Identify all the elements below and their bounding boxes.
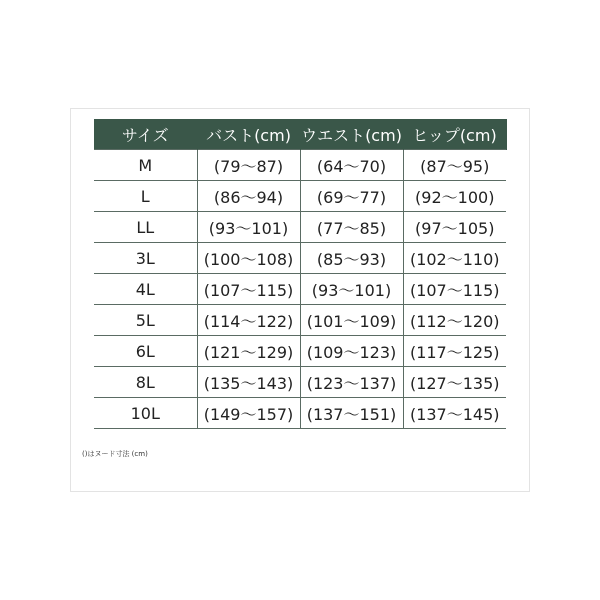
size-chart-table	[94, 119, 507, 429]
cell-hip: (92～100)	[403, 181, 506, 212]
cell-waist: (101～109)	[300, 305, 403, 336]
cell-waist: (123～137)	[300, 367, 403, 398]
cell-waist: (64～70)	[300, 150, 403, 181]
table-row	[94, 243, 506, 274]
header-waist: ウエスト(cm)	[300, 119, 403, 150]
measurement-note: ()はヌード寸法 (cm)	[82, 450, 148, 458]
cell-waist: (109～123)	[300, 336, 403, 367]
cell-size: 5L	[94, 305, 197, 336]
header-bust: バスト(cm)	[197, 119, 300, 150]
cell-hip: (112～120)	[403, 305, 506, 336]
table-row	[94, 398, 506, 429]
table-row	[94, 212, 506, 243]
cell-bust: (107～115)	[197, 274, 300, 305]
cell-bust: (149～157)	[197, 398, 300, 429]
header-size: サイズ	[94, 119, 197, 150]
cell-bust: (86～94)	[197, 181, 300, 212]
cell-hip: (87～95)	[403, 150, 506, 181]
cell-hip: (137～145)	[403, 398, 506, 429]
cell-hip: (107～115)	[403, 274, 506, 305]
cell-waist: (85～93)	[300, 243, 403, 274]
cell-size: 6L	[94, 336, 197, 367]
cell-waist: (137～151)	[300, 398, 403, 429]
cell-waist: (77～85)	[300, 212, 403, 243]
cell-bust: (135～143)	[197, 367, 300, 398]
cell-hip: (97～105)	[403, 212, 506, 243]
cell-size: 8L	[94, 367, 197, 398]
table-row	[94, 305, 506, 336]
cell-size: LL	[94, 212, 197, 243]
cell-size: 4L	[94, 274, 197, 305]
cell-bust: (79～87)	[197, 150, 300, 181]
table-row	[94, 336, 506, 367]
cell-bust: (121～129)	[197, 336, 300, 367]
cell-size: 3L	[94, 243, 197, 274]
cell-waist: (93～101)	[300, 274, 403, 305]
cell-size: L	[94, 181, 197, 212]
cell-waist: (69～77)	[300, 181, 403, 212]
header-hip: ヒップ(cm)	[403, 119, 506, 150]
cell-hip: (127～135)	[403, 367, 506, 398]
cell-bust: (100～108)	[197, 243, 300, 274]
table-row	[94, 150, 506, 181]
cell-hip: (102～110)	[403, 243, 506, 274]
cell-size: 10L	[94, 398, 197, 429]
cell-size: M	[94, 150, 197, 181]
table-header-row	[94, 119, 506, 150]
cell-bust: (93～101)	[197, 212, 300, 243]
table-row	[94, 274, 506, 305]
table-row	[94, 181, 506, 212]
cell-bust: (114～122)	[197, 305, 300, 336]
cell-hip: (117～125)	[403, 336, 506, 367]
table-row	[94, 367, 506, 398]
